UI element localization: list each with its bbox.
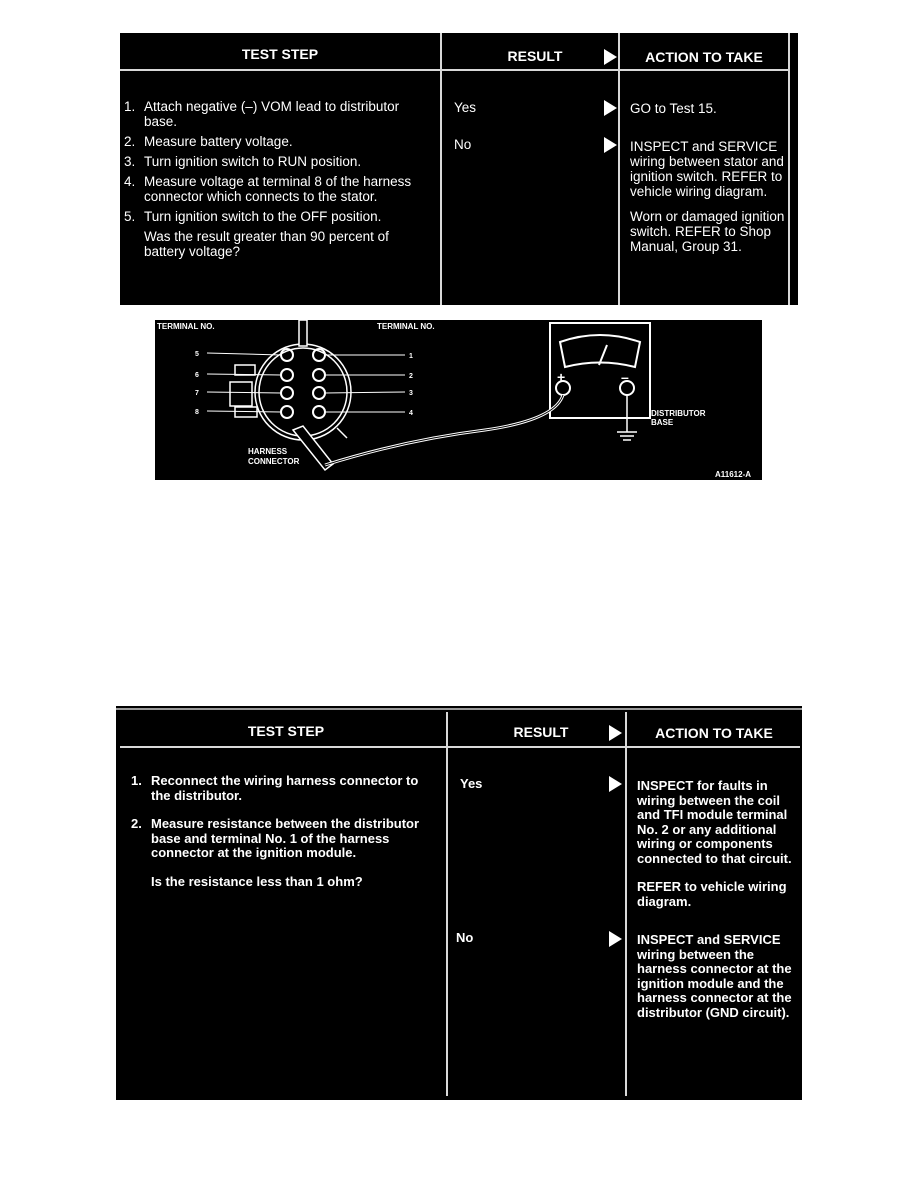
wiring-diagram	[155, 320, 762, 480]
column-divider	[618, 33, 620, 305]
column-divider	[788, 33, 790, 305]
header-action: ACTION TO TAKE	[655, 725, 773, 741]
harness-connector-label: HARNESS	[248, 447, 288, 456]
terminal-label: 7	[195, 390, 199, 397]
action-no: INSPECT and SERVICE wiring between the harness connector at the ignition module and the harness connector at the distributor (GND circuit).	[637, 932, 792, 1020]
step-item: 4. Measure voltage at terminal 8 of the harness connector which connects to the stator.	[124, 174, 412, 204]
plus-sign: +	[557, 369, 566, 385]
header-divider	[120, 69, 790, 71]
result-no: No	[456, 930, 474, 945]
terminal-label: 6	[195, 372, 199, 379]
result-arrow-icon	[604, 137, 617, 153]
column-divider	[440, 33, 442, 305]
step-item: 3. Turn ignition switch to RUN position.	[124, 154, 362, 169]
test-table-1	[120, 33, 798, 305]
terminal-pins	[281, 349, 325, 418]
result-arrow-icon	[609, 931, 622, 947]
step-item: 1. Reconnect the wiring harness connector to the distributor.	[131, 773, 419, 803]
harness-connector-label: CONNECTOR	[248, 457, 300, 466]
header-result: RESULT	[513, 724, 569, 740]
action-yes: GO to Test 15.	[630, 101, 717, 116]
result-arrow-icon	[609, 776, 622, 792]
terminal-label: 8	[195, 409, 199, 416]
terminal-label: 1	[409, 353, 413, 360]
header-action: ACTION TO TAKE	[645, 49, 763, 65]
header-divider	[120, 746, 800, 748]
top-rule	[116, 708, 802, 710]
terminal-no-left-label: TERMINAL NO.	[157, 322, 215, 331]
terminal-label: 2	[409, 373, 413, 380]
terminal-label: 4	[409, 410, 413, 417]
header-arrow-icon	[604, 49, 617, 65]
minus-sign: –	[621, 369, 629, 385]
result-no: No	[454, 137, 472, 152]
result-yes: Yes	[460, 776, 483, 791]
step-item: 2. Measure resistance between the distributor base and terminal No. 1 of the harness connector at the ignition module.	[131, 816, 420, 860]
wiring-figure	[155, 320, 762, 480]
result-yes: Yes	[454, 100, 477, 115]
result-arrow-icon	[604, 100, 617, 116]
test-table-2	[116, 706, 802, 1100]
action-no: INSPECT and SERVICE wiring between stator and ignition switch. REFER to vehicle wiring diagram. Worn or damaged ignition switch. REFER to Shop Manual, Group 31.	[630, 139, 785, 254]
terminal-label: 5	[195, 351, 199, 358]
step-item: 1. Attach negative (–) VOM lead to distributor base.	[124, 99, 400, 129]
test-steps	[131, 774, 426, 894]
action-yes: INSPECT for faults in wiring between the coil and TFI module terminal No. 2 or any additional wiring or components connected to that circuit. REFER to vehicle wiring diagram.	[637, 778, 792, 909]
terminal-label: 3	[409, 390, 413, 397]
header-arrow-icon	[609, 725, 622, 741]
step-item: 2. Measure battery voltage.	[124, 134, 293, 149]
column-divider	[446, 712, 448, 1096]
step-item: 5. Turn ignition switch to the OFF position.	[124, 209, 382, 224]
distributor-base-label: BASE	[651, 418, 674, 427]
header-test-step: TEST STEP	[247, 723, 325, 739]
distributor-base-label: DISTRIBUTOR	[651, 409, 706, 418]
figure-id: A11612-A	[715, 470, 752, 479]
step-question: Is the resistance less than 1 ohm?	[151, 873, 363, 889]
header-result: RESULT	[507, 48, 563, 64]
step-question: Was the result greater than 90 percent of battery voltage?	[144, 229, 389, 259]
header-test-step: TEST STEP	[241, 46, 319, 62]
test-steps	[124, 99, 430, 264]
column-divider	[625, 712, 627, 1096]
terminal-no-right-label: TERMINAL NO.	[377, 322, 435, 331]
